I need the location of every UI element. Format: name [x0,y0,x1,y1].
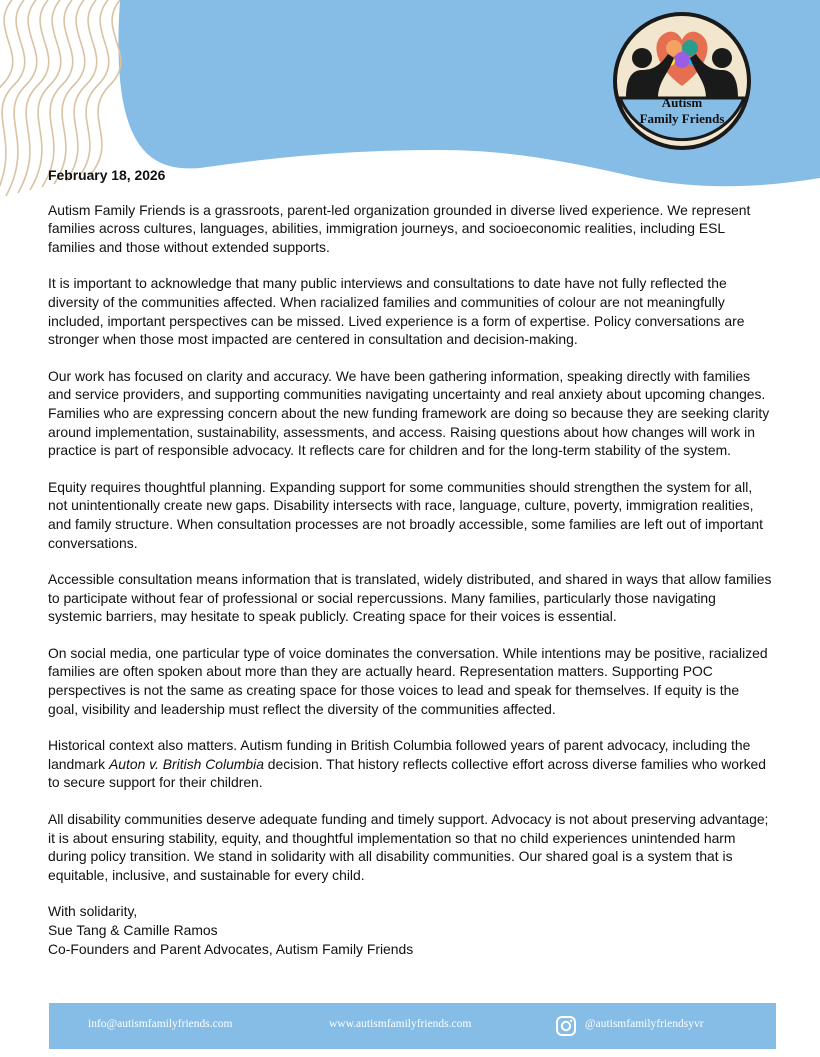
signer-names: Sue Tang & Camille Ramos [48,922,218,938]
logo-line-1: Autism [661,95,703,110]
footer-bar [49,1003,776,1049]
signoff-line: With solidarity, [48,903,138,920]
paragraph-social-media: On social media, one particular type of voice dominates the conversation. While intentions may be positive, racialized families are often spoken about more than they are actually heard. Representation matters. Supporting POC perspectives is not the same as creating space for those voices to lead and speak for themselves. If equity is the goal, visibility and leadership must reflect the diversity of the communities affected. [48,644,768,717]
footer-email-link[interactable]: info@autismfamilyfriends.com [88,1018,233,1030]
footer-instagram-handle[interactable]: @autismfamilyfriendsyvr [585,1018,704,1030]
instagram-icon[interactable] [555,1015,577,1037]
history-text-after: decision. That history reflects collective effort across diverse families who worked to secure support for their children. [48,755,766,791]
signer-title: Co-Founders and Parent Advocates, Autism Family Friends [48,940,414,957]
letter-date: February 18, 2026 [48,167,166,183]
logo-wordmark [618,95,746,127]
autism-family-friends-logo [612,6,752,156]
paragraph-intro: Autism Family Friends is a grassroots, parent-led organization grounded in diverse lived experience. We represent families across cultures, languages, abilities, immigration journeys, and socioeconomic realities, including ESL families and those without extended supports. [48,201,751,255]
letter-body [48,166,772,958]
logo-line-2: Family Friends [639,111,725,126]
paragraph-historical-context [48,736,772,792]
signature-block [48,902,772,958]
paragraph-equity: Equity requires thoughtful planning. Expanding support for some communities should strengthen the system for all, not unintentionally create new gaps. Disability intersects with race, language, culture, poverty, immigration realities, and family structure. When consultation processes are not broadly accessible, some families are left out of important conversations. [48,478,763,551]
paragraph-our-work: Our work has focused on clarity and accuracy. We have been gathering information, speaking directly with families and service providers, and supporting communities navigating uncertainty and real anxiety about upcoming changes. Families who are expressing concern about the new funding framework are doing so because they are seeking clarity around implementation, sustainability, assessments, and access. Raising questions about how changes will work in practice is part of responsible advocacy. It reflects care for children and for the long-term stability of the system. [48,367,770,459]
history-text-before: Historical context also matters. Autism funding in British Columbia followed years of parent advocacy, including the landmark [48,737,751,772]
court-case-name: Auton v. British Columbia [109,755,264,772]
paragraph-accessible-consultation: Accessible consultation means information that is translated, widely distributed, and shared in ways that allow families to participate without fear of professional or social repercussions. Many families, particularly those navigating systemic barriers, may hesitate to speak publicly. Creating space for their voices is essential. [48,571,772,625]
paragraph-representation: It is important to acknowledge that many public interviews and consultations to date have not fully reflected the diversity of the communities affected. When racialized families and communities of colour are not meaningfully included, important perspectives can be missed. Lived experience is a form of expertise. Policy conversations are stronger when those most impacted are centered in consultation and decision-making. [48,275,745,348]
paragraph-closing: All disability communities deserve adequate funding and timely support. Advocacy is not about preserving advantage; it is about ensuring stability, equity, and thoughtful implementation so that no child experiences unintended harm during policy transition. We stand in solidarity with all disability communities. Our shared goal is a system that is equitable, inclusive, and sustainable for every child. [48,811,769,883]
footer-website-link[interactable]: www.autismfamilyfriends.com [329,1018,472,1030]
